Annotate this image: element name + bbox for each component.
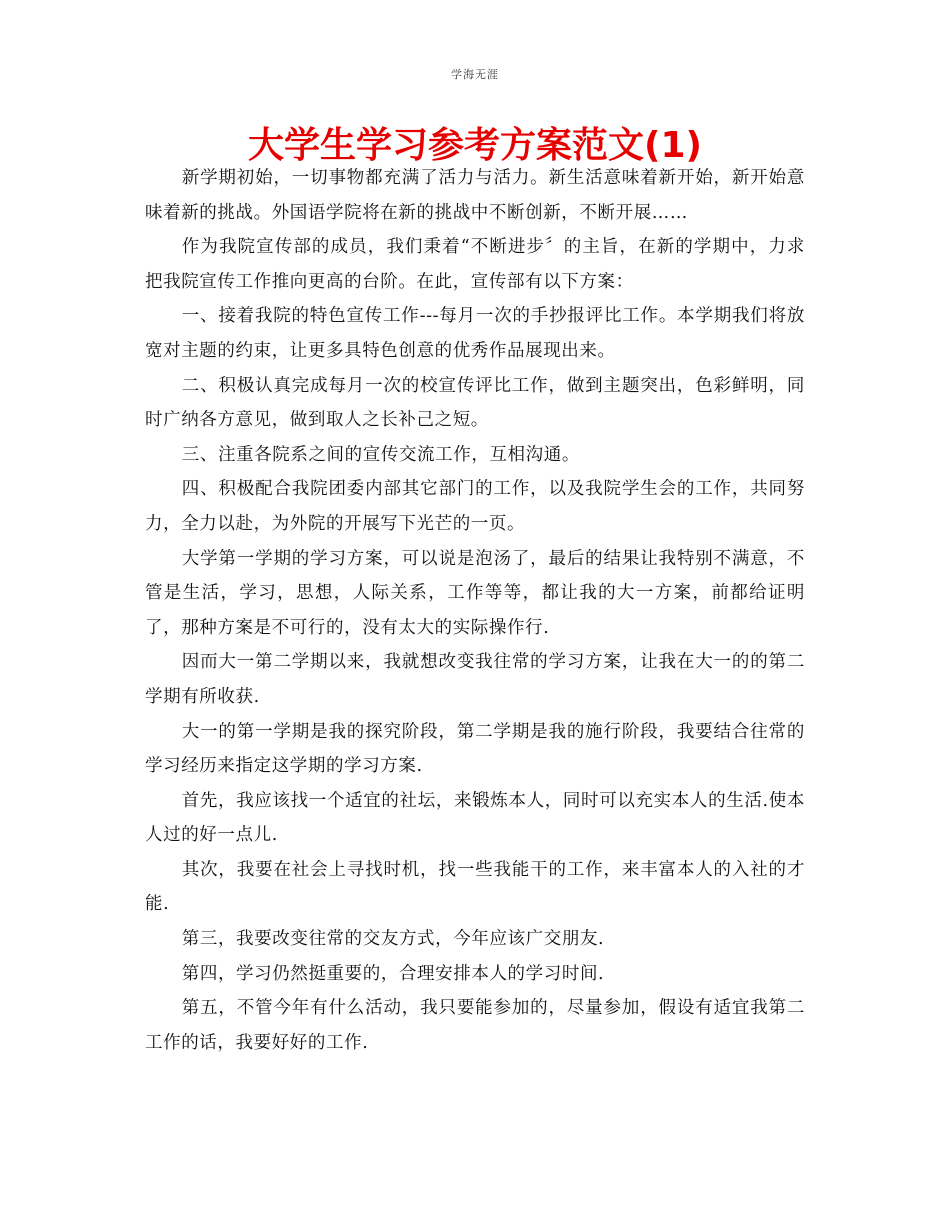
paragraph: 首先，我应该找一个适宜的社坛，来锻炼本人，同时可以充实本人的生活.使本人过的好一点儿. (145, 790, 805, 846)
paragraph: 二、积极认真完成每月一次的校宣传评比工作，做到主题突出，色彩鲜明，同时广纳各方意见，做到取人之长补己之短。 (145, 375, 805, 431)
paragraph: 大一的第一学期是我的探究阶段，第二学期是我的施行阶段，我要结合往常的学习经历来指定这学期的学习方案. (145, 721, 805, 777)
paragraph: 三、注重各院系之间的宣传交流工作，互相沟通。 (181, 444, 580, 465)
paragraph: 作为我院宣传部的成员，我们秉着“不断进步〞的主旨，在新的学期中，力求把我院宣传工作推向更高的台阶。在此，宣传部有以下方案： (145, 237, 805, 292)
paragraph: 第三，我要改变往常的交友方式，今年应该广交朋友. (181, 929, 605, 950)
document-body (145, 161, 805, 1060)
page-header: 学海无涯 (451, 68, 499, 81)
paragraph: 四、积极配合我院团委内部其它部门的工作，以及我院学生会的工作，共同努力，全力以赴，为外院的开展写下光芒的一页。 (145, 479, 805, 534)
paragraph: 一、接着我院的特色宣传工作---每月一次的手抄报评比工作。本学期我们将放宽对主题的约束，让更多具特色创意的优秀作品展现出来。 (145, 306, 805, 361)
paragraph: 第四，学习仍然挺重要的，合理安排本人的学习时间. (181, 963, 605, 984)
paragraph: 因而大一第二学期以来，我就想改变我往常的学习方案，让我在大一的的第二学期有所收获. (145, 652, 805, 707)
paragraph: 大学第一学期的学习方案，可以说是泡汤了，最后的结果让我特别不满意，不管是生活，学习，思想，人际关系，工作等等，都让我的大一方案，前都给证明了，那种方案是不可行的，没有太大的实际操作行. (145, 548, 805, 638)
document-title: 大学生学习参考方案范文(1) (248, 125, 702, 166)
paragraph: 新学期初始，一切事物都充满了活力与活力。新生活意味着新开始，新开始意味着新的挑战。外国语学院将在新的挑战中不断创新，不断开展…… (145, 168, 805, 223)
paragraph: 第五，不管今年有什么活动，我只要能参加的，尽量参加，假设有适宜我第二工作的话，我要好好的工作. (145, 998, 805, 1053)
paragraph: 其次，我要在社会上寻找时机，找一些我能干的工作，来丰富本人的入社的才能. (145, 859, 805, 915)
